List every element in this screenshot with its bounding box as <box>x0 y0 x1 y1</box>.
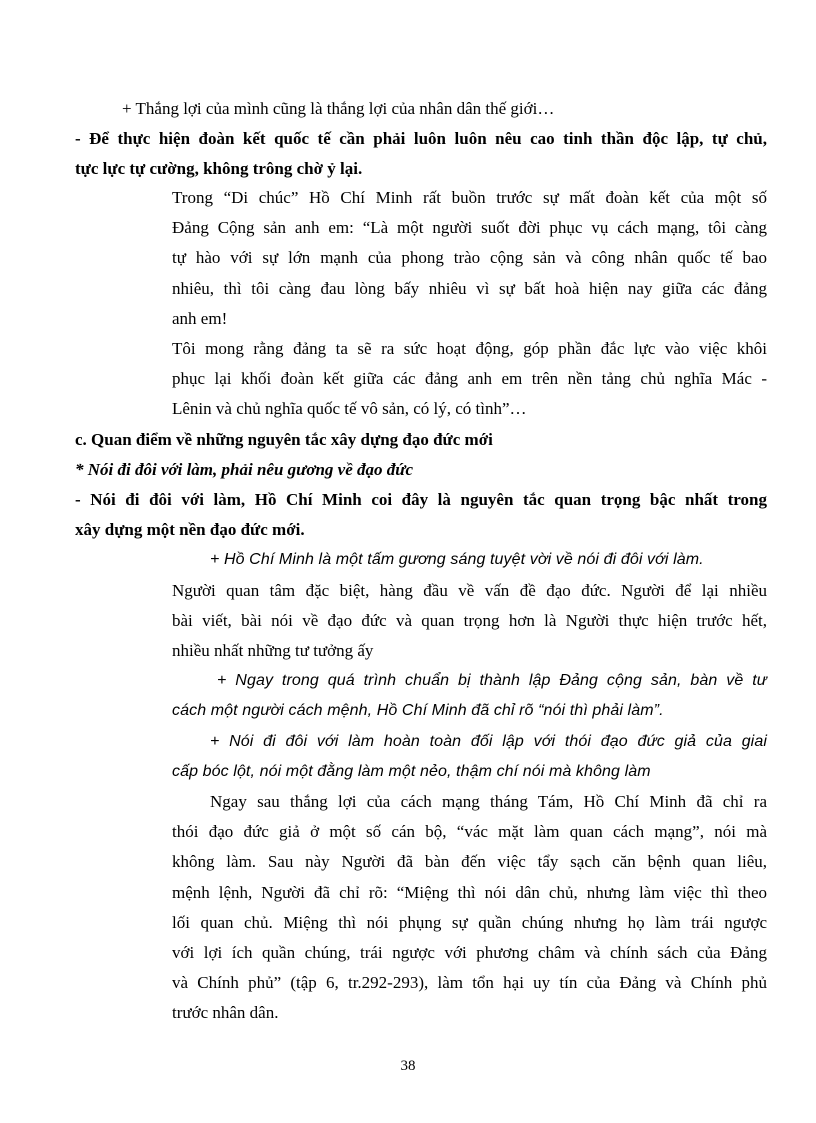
italic-line: cấp bóc lột, nói một đằng làm một nẻo, thậm chí nói mà không làm <box>172 763 651 780</box>
text-line: tự hào với sự lớn mạnh của phong trào cộng sản và công nhân quốc tế bao <box>172 248 767 267</box>
text-line: Trong “Di chúc” Hồ Chí Minh rất buồn trước sự mất đoàn kết của một số <box>172 188 767 207</box>
text-line: Tôi mong rằng đảng ta sẽ ra sức hoạt động, góp phần đắc lực vào việc khôi <box>172 339 767 358</box>
text-line: Đảng Cộng sản anh em: “Là một người suốt đời phục vụ cách mạng, tôi càng <box>172 218 767 237</box>
bold-heading-line: - Nói đi đôi với làm, Hồ Chí Minh coi đây là nguyên tắc quan trọng bậc nhất trong <box>75 490 767 509</box>
section-heading: c. Quan điểm về những nguyên tắc xây dựng đạo đức mới <box>75 430 493 449</box>
subsection-heading: * Nói đi đôi với làm, phải nêu gương về đạo đức <box>75 460 413 479</box>
text-line: anh em! <box>172 309 228 328</box>
text-line: lối quan chủ. Miệng thì nói phụng sự quần chúng nhưng họ làm trái ngược <box>172 913 767 932</box>
text-line: mệnh lệnh, Người đã chỉ rõ: “Miệng thì nói dân chủ, nhưng làm việc thì theo <box>172 883 767 902</box>
text-line: bài viết, bài nói về đạo đức và quan trọng hơn là Người thực hiện trước hết, <box>172 611 767 630</box>
text-line: Lênin và chủ nghĩa quốc tế vô sản, có lý, có tình”… <box>172 399 527 418</box>
bold-heading-line: tực lực tự cường, không trông chờ ỷ lại. <box>75 159 363 178</box>
text-line: + Thắng lợi của mình cũng là thắng lợi của nhân dân thế giới… <box>122 99 555 118</box>
italic-line: + Nói đi đôi với làm hoàn toàn đối lập với thói đạo đức giả của giai <box>210 733 767 750</box>
italic-line: + Ngay trong quá trình chuẩn bị thành lập Đảng cộng sản, bàn về tư <box>217 672 767 689</box>
bold-heading-line: xây dựng một nền đạo đức mới. <box>75 520 305 539</box>
bold-heading-line: - Để thực hiện đoàn kết quốc tế cần phải luôn luôn nêu cao tinh thần độc lập, tự chủ, <box>75 129 767 148</box>
text-line: thói đạo đức giả ở một số cán bộ, “vác mặt làm quan cách mạng”, nói mà <box>172 822 767 841</box>
text-line: không làm. Sau này Người đã bàn đến việc tẩy sạch căn bệnh quan liêu, <box>172 852 767 871</box>
text-line: nhiêu, thì tôi càng đau lòng bấy nhiêu vì sự bất hoà hiện nay giữa các đảng <box>172 279 767 298</box>
text-line: trước nhân dân. <box>172 1003 279 1022</box>
text-line: phục lại khối đoàn kết giữa các đảng anh em trên nền tảng chủ nghĩa Mác - <box>172 369 767 388</box>
text-line: và Chính phủ” (tập 6, tr.292-293), làm tổn hại uy tín của Đảng và Chính phủ <box>172 973 767 992</box>
page-number: 38 <box>400 1058 416 1074</box>
text-line: Người quan tâm đặc biệt, hàng đầu về vấn đề đạo đức. Người để lại nhiều <box>172 581 767 600</box>
text-line: nhiều nhất những tư tưởng ấy <box>172 641 374 660</box>
text-line: với lợi ích quần chúng, trái ngược với phương châm và chính sách của Đảng <box>172 943 767 962</box>
italic-line: + Hồ Chí Minh là một tấm gương sáng tuyệt vời về nói đi đôi với làm. <box>210 551 704 568</box>
italic-line: cách một người cách mệnh, Hồ Chí Minh đã chỉ rõ “nói thì phải làm”. <box>172 702 664 719</box>
text-line: Ngay sau thắng lợi của cách mạng tháng Tám, Hồ Chí Minh đã chỉ ra <box>210 792 767 811</box>
